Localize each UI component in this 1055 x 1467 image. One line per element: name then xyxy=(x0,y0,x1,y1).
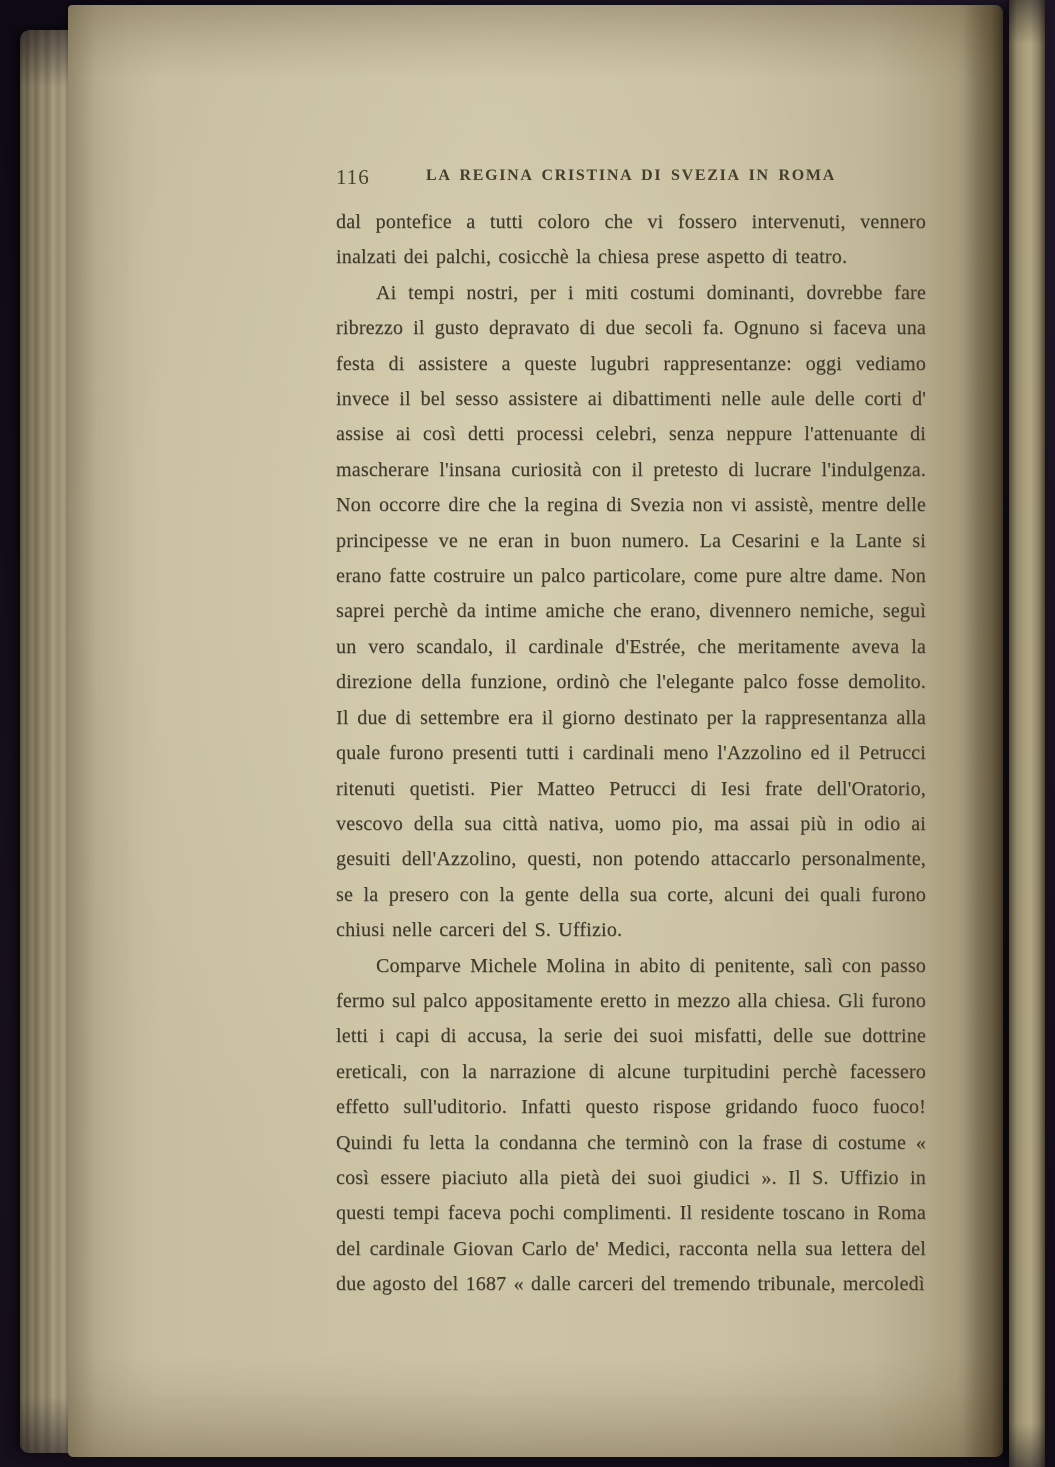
body-paragraph: Ai tempi nostri, per i miti costumi dominanti, dovrebbe fare ribrezzo il gusto depravato di due secoli fa. Ognuno si faceva una festa di assistere a queste lugubri rappresentanze: oggi vediamo invece il bel sesso assistere ai dibattimenti nelle aule delle corti d' assise ai così detti processi celebri, senza neppure l'attenuante di mascherare l'insana curiosità con il pretesto di lucrare l'indulgenza. Non occorre dire che la regina di Svezia non vi assistè, mentre delle principesse ve ne eran in buon numero. La Cesarini e la Lante si erano fatte costruire un palco particolare, come pure altre dame. Non saprei perchè da intime amiche che erano, divennero nemiche, seguì un vero scandalo, il cardinale d'Estrée, che meritamente aveva la direzione della funzione, ordinò che l'elegante palco fosse demolito. Il due di settembre era il giorno destinato per la rappresentanza alla quale furono presenti tutti i cardinali meno l'Azzolino ed il Petrucci ritenuti quetisti. Pier Matteo Petrucci di Iesi frate dell'Oratorio, vescovo della sua città nativa, uomo pio, ma assai più in odio ai gesuiti dell'Azzolino, questi, non potendo attaccarlo personalmente, se la presero con la gente della sua corte, alcuni dei quali furono chiusi nelle carceri del S. Uffizio. xyxy=(336,281,926,942)
binding-gutter-shadow xyxy=(963,5,1003,1457)
right-fore-edge xyxy=(1009,0,1045,1467)
running-title: LA REGINA CRISTINA DI SVEZIA IN ROMA xyxy=(426,167,836,184)
body-paragraph: Comparve Michele Molina in abito di penitente, salì con passo fermo sul palco appositamente eretto in mezzo alla chiesa. Gli furono letti i capi di accusa, la serie dei suoi misfatti, delle sue dottrine ereticali, con la narrazione di alcune turpitudini perchè facessero effetto sull'uditorio. Infatti questo rispose gridando fuoco fuoco! Quindi fu letta la condanna che terminò con la frase di costume « così essere piaciuto alla pietà dei suoi giudici ». Il S. Uffizio in questi tempi faceva pochi complimenti. Il residente toscano in Roma del cardinale Giovan Carlo de' Medici, racconta nella sua lettera del due agosto del 1687 « dalle carceri del tremendo tribunale, mercoledì xyxy=(336,954,926,1296)
book-page xyxy=(68,5,1003,1457)
left-page-stack-edges xyxy=(20,30,70,1453)
page-text-block xyxy=(336,163,926,1303)
body-paragraph: dal pontefice a tutti coloro che vi fossero intervenuti, vennero inalzati dei palchi, cosicchè la chiesa prese aspetto di teatro. xyxy=(336,211,926,269)
page-number: 116 xyxy=(336,165,370,189)
page-header xyxy=(336,163,926,197)
